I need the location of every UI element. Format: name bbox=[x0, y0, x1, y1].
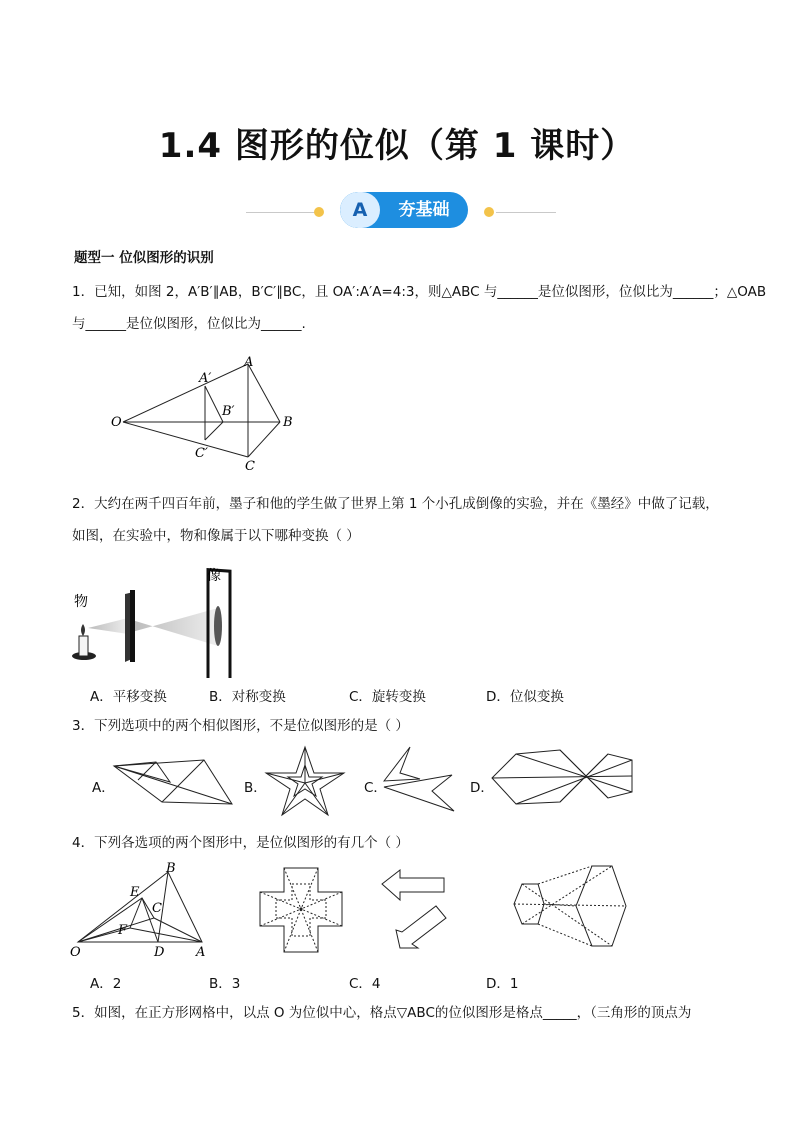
q3-option-a[interactable]: A． bbox=[92, 780, 115, 796]
q3-option-b[interactable]: B． bbox=[244, 780, 267, 796]
q4-label-d: D bbox=[154, 945, 165, 960]
q1-label-c-prime: C′ bbox=[195, 446, 208, 461]
q4-label-f: F bbox=[118, 923, 128, 938]
q2-option-d[interactable]: D．位似变换 bbox=[486, 689, 564, 705]
q1-text-line2: 与______是位似图形，位似比为______. bbox=[72, 316, 306, 332]
page-title: 1.4 图形的位似（第 1 课时） bbox=[158, 126, 636, 166]
q5-text: 5．如图，在正方形网格中，以点 O 为位似中心，格点▽ABC的位似图形是格点_____，（三角形的顶点为 bbox=[72, 1005, 692, 1021]
q3-option-c[interactable]: C． bbox=[364, 780, 387, 796]
q4-figure-arrows bbox=[380, 866, 452, 954]
q4-figure-hexagons bbox=[506, 862, 630, 952]
q3-figure-b bbox=[264, 745, 346, 817]
q1-label-o: O bbox=[111, 415, 122, 430]
q2-option-b[interactable]: B．对称变换 bbox=[209, 689, 286, 705]
q2-pinhole-figure bbox=[70, 558, 245, 678]
q4-label-e: E bbox=[130, 885, 140, 900]
q3-figure-a bbox=[112, 752, 234, 808]
section-header bbox=[246, 192, 556, 228]
q3-figure-c bbox=[382, 745, 458, 817]
q4-label-c: C bbox=[152, 901, 162, 916]
q1-figure bbox=[105, 352, 305, 477]
q1-text-line1: 1．已知，如图 2，A′B′∥AB，B′C′∥BC，且 OA′:A′A=4:3，则△ABC 与______是位似图形，位似比为______；△OAB bbox=[72, 284, 767, 300]
q2-option-c[interactable]: C．旋转变换 bbox=[349, 689, 426, 705]
q2-text-line1: 2．大约在两千四百年前，墨子和他的学生做了世界上第 1 个小孔成倒像的实验，并在《墨经》中做了记载， bbox=[72, 496, 719, 512]
q4-option-d[interactable]: D．1 bbox=[486, 976, 519, 992]
q4-option-c[interactable]: C．4 bbox=[349, 976, 381, 992]
q1-label-c: C bbox=[245, 459, 255, 474]
q1-label-a-prime: A′ bbox=[199, 371, 212, 386]
q2-text-line2: 如图，在实验中，物和像属于以下哪种变换（ ） bbox=[72, 528, 360, 544]
dot-right bbox=[484, 207, 494, 217]
q4-figure-triangle bbox=[70, 862, 210, 962]
section-name: 夯基础 bbox=[398, 200, 450, 220]
q4-label-b: B bbox=[166, 862, 176, 876]
q4-label-o: O bbox=[70, 945, 81, 960]
section-letter: A bbox=[340, 192, 380, 228]
dot-left bbox=[314, 207, 324, 217]
q4-option-b[interactable]: B．3 bbox=[209, 976, 241, 992]
q2-option-a[interactable]: A．平移变换 bbox=[90, 689, 167, 705]
q4-figure-cross bbox=[256, 866, 346, 954]
q3-text: 3．下列选项中的两个相似图形，不是位似图形的是（ ） bbox=[72, 718, 409, 734]
q4-option-a[interactable]: A．2 bbox=[90, 976, 122, 992]
q4-text: 4．下列各选项的两个图形中，是位似图形的有几个（ ） bbox=[72, 835, 409, 851]
q3-option-d[interactable]: D． bbox=[470, 780, 494, 796]
q1-label-b: B bbox=[283, 415, 293, 430]
q1-label-b-prime: B′ bbox=[222, 404, 235, 419]
q1-label-a: A bbox=[244, 355, 254, 370]
q2-label-object: 物 bbox=[74, 594, 88, 610]
divider-right bbox=[496, 212, 556, 213]
q3-figure-d bbox=[490, 748, 638, 808]
q4-label-a: A bbox=[196, 945, 206, 960]
divider-left bbox=[246, 212, 316, 213]
section-pill bbox=[340, 192, 468, 228]
q2-label-image: 像 bbox=[207, 568, 221, 584]
topic-heading: 题型一 位似图形的识别 bbox=[74, 250, 214, 266]
